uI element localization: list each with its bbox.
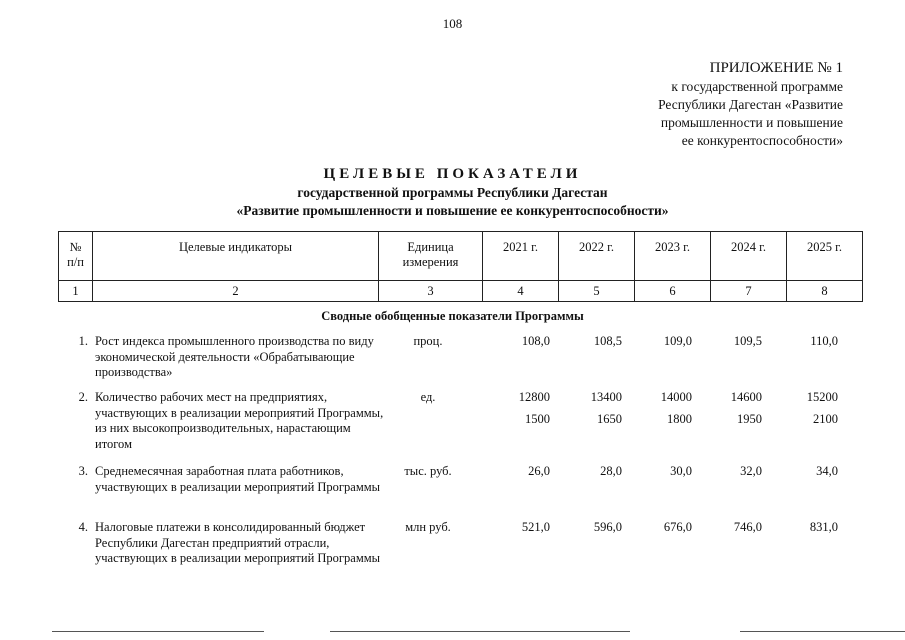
value-2023: 14000	[660, 390, 692, 404]
value-2025: 34,0	[816, 464, 838, 478]
appendix-line: промышленности и повышение	[660, 115, 843, 130]
value-2023: 30,0	[670, 464, 692, 478]
appendix-line: к государственной программе	[671, 79, 843, 94]
table-row	[58, 390, 862, 464]
value-2024: 109,5	[733, 334, 762, 348]
row-number: 4.	[78, 520, 88, 534]
header-num: № п/п	[59, 232, 93, 281]
header-indicator: Целевые индикаторы	[93, 232, 379, 281]
value-2025: 110,0	[810, 334, 838, 348]
row-number: 3.	[78, 464, 88, 478]
appendix-title: ПРИЛОЖЕНИЕ № 1	[709, 60, 843, 76]
value-2021: 26,0	[528, 464, 550, 478]
indicators-table-header	[58, 231, 863, 302]
header-year-2025: 2025 г.	[787, 232, 863, 281]
appendix-block	[658, 58, 843, 150]
column-number: 5	[559, 281, 635, 302]
scan-edge-line	[330, 631, 630, 632]
section-title: Сводные обобщенные показатели Программы	[321, 309, 584, 323]
value-2022: 28,0	[600, 464, 622, 478]
value-2024: 32,0	[740, 464, 762, 478]
column-number: 4	[483, 281, 559, 302]
value-2025: 831,0	[809, 520, 838, 534]
row-indicator: Налоговые платежи в консолидированный бюджет Республики Дагестан предприятий отрасли, участвующих в реализации мероприятий Программы	[95, 520, 381, 565]
appendix-line: ее конкурентоспособности»	[681, 133, 843, 148]
value-2024: 14600	[730, 390, 762, 404]
scan-edge-line	[740, 631, 905, 632]
value-2022: 596,0	[593, 520, 622, 534]
value-2022: 108,5	[593, 334, 622, 348]
column-number: 3	[379, 281, 483, 302]
table-row	[58, 334, 862, 390]
subvalue-2025: 2100	[813, 412, 838, 426]
column-number: 7	[711, 281, 787, 302]
subvalue-2021: 1500	[525, 412, 550, 426]
subvalue-2023: 1800	[667, 412, 692, 426]
value-2021: 108,0	[521, 334, 550, 348]
header-year-2022: 2022 г.	[559, 232, 635, 281]
value-2025: 15200	[806, 390, 838, 404]
header-year-2024: 2024 г.	[711, 232, 787, 281]
value-2024: 746,0	[733, 520, 762, 534]
indicators-rows	[58, 334, 862, 592]
value-2022: 13400	[590, 390, 622, 404]
value-2023: 109,0	[663, 334, 692, 348]
document-subtitle: государственной программы Республики Дагестан	[297, 185, 608, 200]
subvalue-2022: 1650	[597, 412, 622, 426]
row-unit: ед.	[420, 390, 436, 404]
row-indicator: Рост индекса промышленного производства по виду экономической деятельности «Обрабатывающие производства»	[95, 334, 374, 379]
column-number: 8	[787, 281, 863, 302]
page-number: 108	[442, 16, 463, 31]
column-number: 6	[635, 281, 711, 302]
header-year-2021: 2021 г.	[483, 232, 559, 281]
row-unit: проц.	[413, 334, 443, 348]
value-2023: 676,0	[663, 520, 692, 534]
table-row	[58, 464, 862, 520]
table-row	[58, 520, 862, 592]
subvalue-2024: 1950	[737, 412, 762, 426]
header-unit: Единица измерения	[379, 232, 483, 281]
column-number: 1	[59, 281, 93, 302]
value-2021: 521,0	[521, 520, 550, 534]
document-heading	[0, 164, 905, 220]
row-unit: тыс. руб.	[404, 464, 452, 478]
row-indicator: Количество рабочих мест на предприятиях, участвующих в реализации мероприятий Программы, из них высокопроизводительных, нарастающим итогом	[95, 390, 384, 451]
row-number: 2.	[78, 390, 88, 404]
document-subtitle-program: «Развитие промышленности и повышение ее конкурентоспособности»	[236, 203, 669, 218]
appendix-line: Республики Дагестан «Развитие	[658, 97, 843, 112]
value-2021: 12800	[518, 390, 550, 404]
document-title: ЦЕЛЕВЫЕ ПОКАЗАТЕЛИ	[323, 166, 582, 182]
row-unit: млн руб.	[405, 520, 451, 534]
column-number: 2	[93, 281, 379, 302]
scan-edge-line	[52, 631, 264, 632]
header-year-2023: 2023 г.	[635, 232, 711, 281]
row-indicator: Среднемесячная заработная плата работников, участвующих в реализации мероприятий Программы	[95, 464, 381, 494]
row-number: 1.	[78, 334, 88, 348]
